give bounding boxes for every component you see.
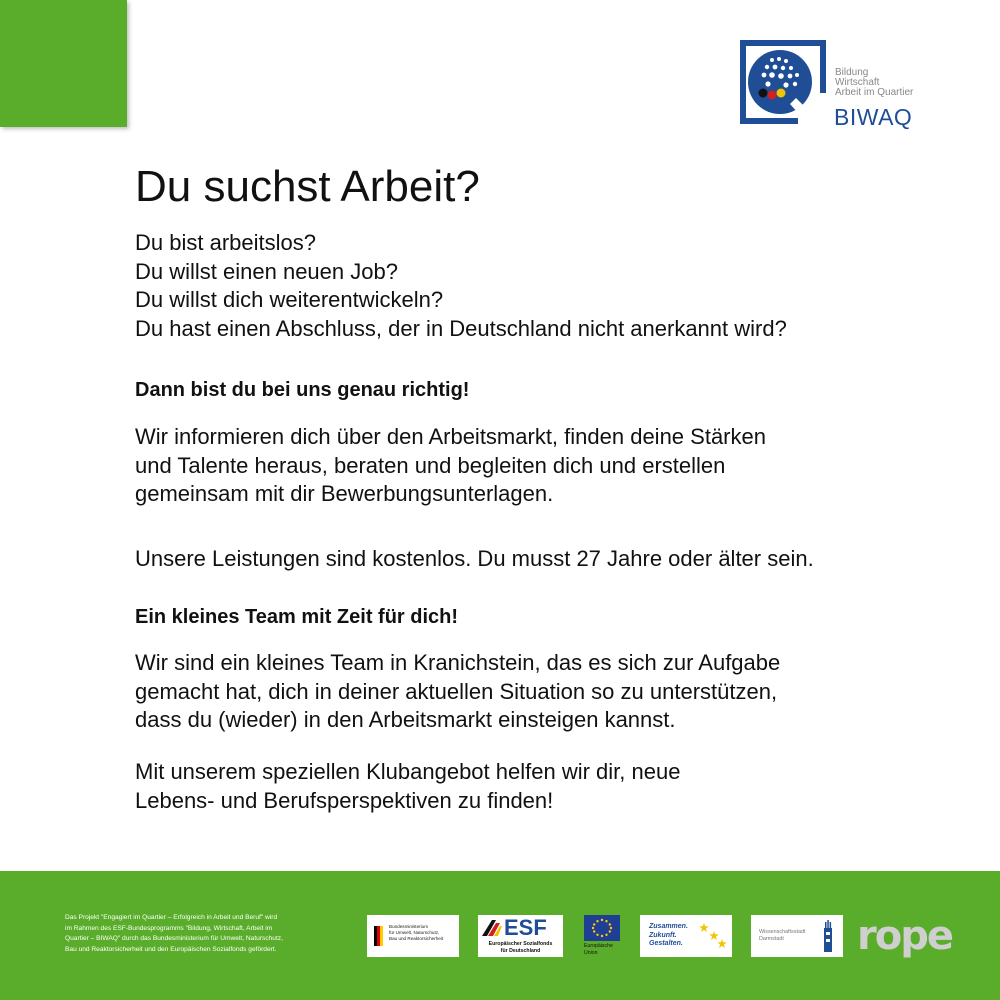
darmstadt-line: Wissenschaftsstadt [759,929,806,935]
paragraph-line: Mit unserem speziellen Klubangebot helfen wir dir, neue [135,759,681,784]
paragraph-free-services: Unsere Leistungen sind kostenlos. Du musst 27 Jahre oder älter sein. [135,546,814,571]
paragraph-line: und Talente heraus, beraten und begleiten dich und erstellen [135,452,726,478]
funding-note-line: Bau und Reaktorsicherheit und den Europäischen Sozialfonds gefördert. [65,945,277,953]
paragraph-line: Lebens- und Berufsperspektiven zu finden! [135,787,554,813]
bmu-logo [367,915,459,957]
paragraph-line: gemeinsam mit dir Bewerbungsunterlagen. [135,481,554,506]
eu-stars-icon [584,915,620,941]
zzg-text [649,923,688,949]
bmu-line: Bau und Reaktorsicherheit [389,936,444,941]
footer-bar [0,871,1000,1000]
question-list [135,229,787,343]
paragraph-club [135,758,680,815]
german-eagle-flag-icon [374,926,384,946]
bmu-line: Bundesministerium [389,924,429,929]
star-cluster-icon [696,921,728,951]
biwaq-brand-name: BIWAQ [834,104,913,130]
biwaq-q-mark-icon [738,38,828,126]
bmu-text [389,924,443,942]
darmstadt-text [759,929,805,943]
eu-flag [584,915,620,941]
wedding-tower-icon [821,920,835,952]
rope-logo: rope [857,913,952,959]
esf-swoosh-icon [481,919,503,937]
funding-note [65,913,365,955]
funding-note-line: Das Projekt "Engagiert im Quartier – Erfolgreich in Arbeit und Beruf" wird [65,914,278,921]
page-title: Du suchst Arbeit? [135,162,480,211]
paragraph-line: gemacht hat, dich in deiner aktuellen Situation so zu unterstützen, [135,678,778,704]
esf-line2: für Deutschland [500,948,541,954]
subheading-right-place: Dann bist du bei uns genau richtig! [135,379,470,401]
funding-note-line: Quartier – BIWAQ" durch das Bundesministerium für Umwelt, Naturschutz, [65,935,283,942]
esf-mark: ESF [504,915,547,940]
zusammen-zukunft-logo [640,915,732,957]
zzg-line: Zusammen. [649,923,688,930]
paragraph-line: Wir informieren dich über den Arbeitsmarkt, finden deine Stärken [135,424,766,449]
esf-line1: Europäischer Sozialfonds [488,941,553,947]
darmstadt-line: Darmstadt [759,936,784,942]
eu-label-line: Europäische [584,943,613,949]
paragraph-line: dass du (wieder) in den Arbeitsmarkt einsteigen kannst. [135,707,676,732]
biwaq-tagline [835,68,913,98]
corner-accent-square [0,0,127,127]
question-degree: Du hast einen Abschluss, der in Deutschland nicht anerkannt wird? [135,315,787,341]
zzg-line: Gestalten. [649,940,683,948]
zzg-line: Zukunft. [649,931,677,939]
question-new-job: Du willst einen neuen Job? [135,258,398,284]
eu-label [584,943,613,957]
paragraph-inform [135,423,766,509]
bmu-line: für Umwelt, Naturschutz, [389,930,440,935]
paragraph-line: Wir sind ein kleines Team in Kranichstein, das es sich zur Aufgabe [135,650,781,675]
subheading-small-team: Ein kleines Team mit Zeit für dich! [135,606,459,628]
question-develop: Du willst dich weiterentwickeln? [135,287,444,312]
biwaq-logo [738,38,938,130]
funding-note-line: im Rahmen des ESF-Bundesprogramms "Bildung, Wirtschaft, Arbeit im [65,924,273,932]
eu-label-line: Union [584,950,598,956]
logo-line-bildung: Bildung [835,67,869,78]
question-unemployed: Du bist arbeitslos? [135,230,316,255]
darmstadt-logo [751,915,843,957]
paragraph-team [135,649,780,735]
logo-line-wirtschaft: Wirtschaft [835,77,880,88]
esf-logo [478,915,563,957]
logo-line-arbeit: Arbeit im Quartier [835,87,914,98]
